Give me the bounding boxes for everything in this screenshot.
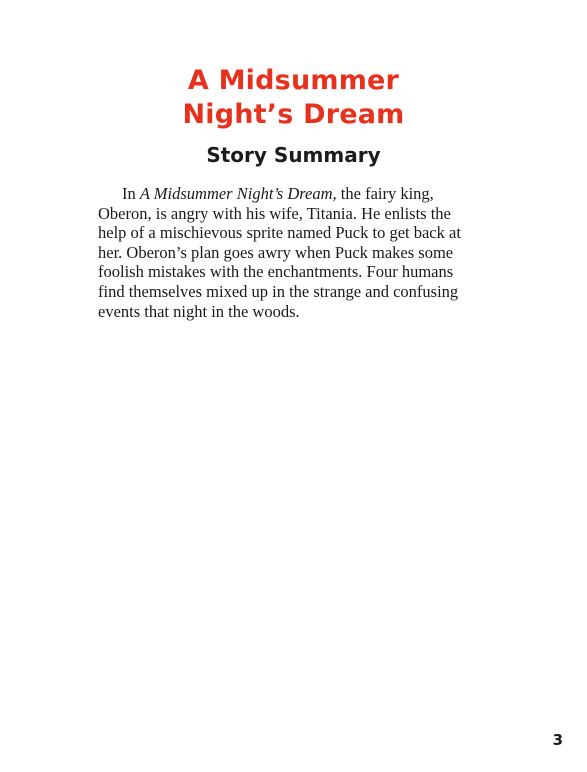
summary-paragraph bbox=[98, 184, 498, 321]
title-line-1: A Midsummer bbox=[187, 65, 400, 96]
page-title bbox=[0, 64, 587, 132]
paragraph-line: foolish mistakes with the enchantments. Four humans bbox=[98, 262, 454, 282]
paragraph-line: events that night in the woods. bbox=[98, 301, 300, 321]
play-title-italic: A Midsummer Night’s Dream bbox=[139, 184, 333, 203]
page-number: 3 bbox=[552, 731, 563, 749]
paragraph-line: help of a mischievous sprite named Puck to get back at bbox=[98, 223, 461, 243]
line-text-post: , the fairy king, bbox=[332, 184, 434, 203]
paragraph-line: find themselves mixed up in the strange and confusing bbox=[98, 281, 459, 301]
title-line-2: Night’s Dream bbox=[182, 99, 405, 130]
paragraph-line: her. Oberon’s plan goes awry when Puck makes some bbox=[98, 242, 454, 262]
section-heading: Story Summary bbox=[206, 143, 381, 167]
paragraph-line bbox=[98, 184, 498, 204]
line-text-pre: In bbox=[122, 184, 140, 203]
paragraph-line: Oberon, is angry with his wife, Titania. He enlists the bbox=[98, 203, 451, 223]
